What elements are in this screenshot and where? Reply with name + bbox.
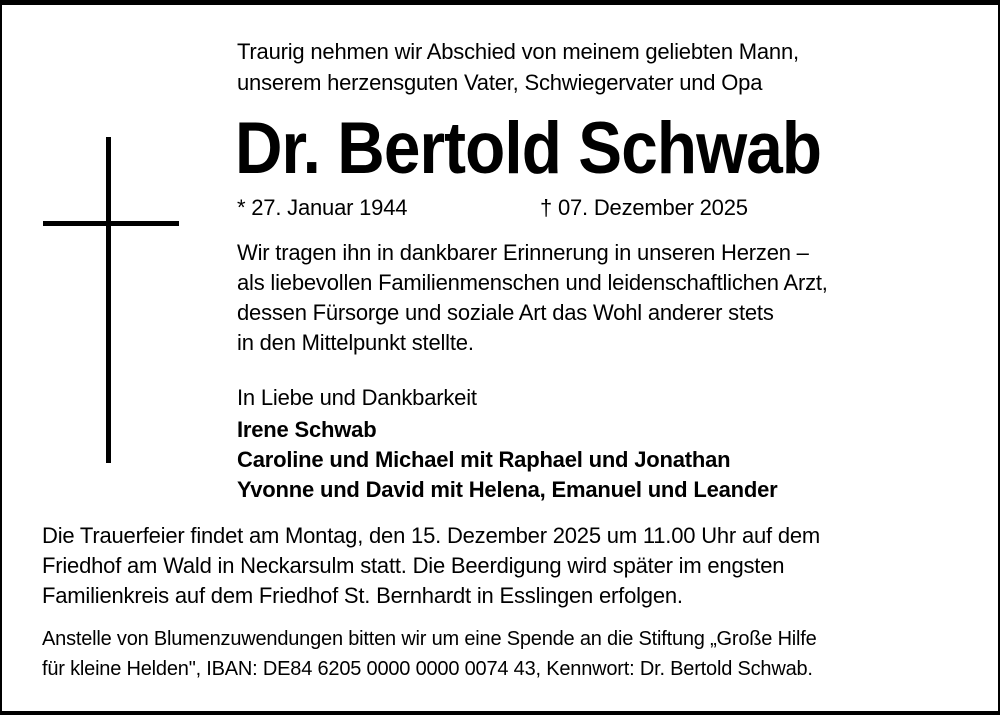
family-member-line: Caroline und Michael mit Raphael und Jonathan [237, 447, 731, 472]
deceased-name: Dr. Bertold Schwab [235, 108, 822, 189]
birth-date: * 27. Januar 1944 [237, 195, 408, 220]
family-names [237, 415, 778, 505]
donation-line: für kleine Helden", IBAN: DE84 6205 0000 0000 0074 43, Kennwort: Dr. Bertold Schwab. [42, 658, 813, 680]
death-date: † 07. Dezember 2025 [540, 195, 748, 220]
family-member-line: Irene Schwab [237, 417, 377, 442]
memorial-text [237, 238, 828, 358]
family-member-line: Yvonne und David mit Helena, Emanuel und Leander [237, 477, 778, 502]
funeral-info [42, 521, 820, 611]
memorial-line: Wir tragen ihn in dankbarer Erinnerung in unseren Herzen – [237, 240, 809, 265]
funeral-line: Familienkreis auf dem Friedhof St. Bernhardt in Esslingen erfolgen. [42, 583, 683, 608]
memorial-line: als liebevollen Familienmenschen und leidenschaftlichen Arzt, [237, 270, 828, 295]
memorial-line: in den Mittelpunkt stellte. [237, 330, 474, 355]
intro-line: unserem herzensguten Vater, Schwiegervater und Opa [237, 70, 763, 95]
funeral-line: Die Trauerfeier findet am Montag, den 15. Dezember 2025 um 11.00 Uhr auf dem [42, 523, 821, 548]
closing-text: In Liebe und Dankbarkeit [237, 385, 477, 410]
cross-vertical-bar [106, 137, 111, 463]
donation-line: Anstelle von Blumenzuwendungen bitten wir um eine Spende an die Stiftung „Große Hilfe [42, 628, 817, 650]
intro-line: Traurig nehmen wir Abschied von meinem geliebten Mann, [237, 39, 799, 64]
intro-text [237, 36, 799, 98]
cross-horizontal-bar [43, 221, 179, 226]
funeral-line: Friedhof am Wald in Neckarsulm statt. Die Beerdigung wird später im engsten [42, 553, 785, 578]
memorial-line: dessen Fürsorge und soziale Art das Wohl anderer stets [237, 300, 774, 325]
donation-info [42, 624, 817, 684]
